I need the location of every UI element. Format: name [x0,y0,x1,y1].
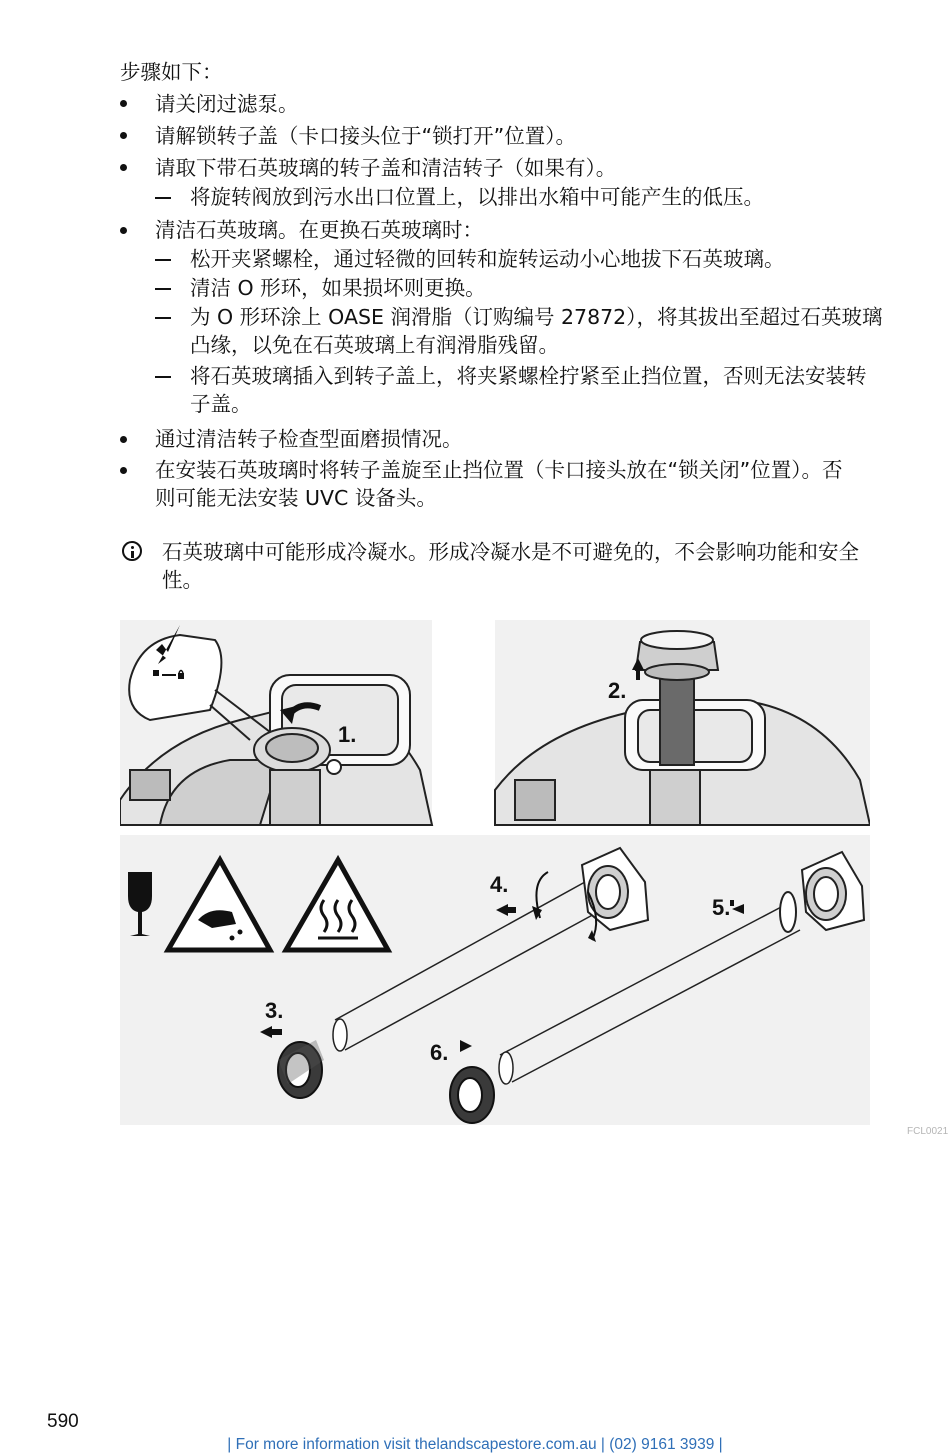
dash-icon [155,288,171,290]
sub-item: 将石英玻璃插入到转子盖上，将夹紧螺栓拧紧至止挡位置，否则无法安装转 [190,364,867,388]
o-ring [780,892,796,932]
illustration-svg [120,620,870,1125]
note-text: 石英玻璃中可能形成冷凝水。形成冷凝水是不可避免的，不会影响功能和安全 [162,540,859,564]
figure-code: FCL0021 [907,1126,949,1137]
bullet-icon [120,164,127,171]
sub-item: 松开夹紧螺栓，通过轻微的回转和旋转运动小心地拔下石英玻璃。 [190,247,785,271]
bullet-icon [120,467,127,474]
list-item: 请取下带石英玻璃的转子盖和清洁转子（如果有）。 [155,156,617,180]
list-item: 清洁石英玻璃。在更换石英玻璃时： [155,218,483,242]
dash-icon [155,259,171,261]
dash-icon [155,197,171,199]
list-item: 请解锁转子盖（卡口接头位于“锁打开”位置）。 [155,124,576,148]
clamping-nut-2 [450,1067,494,1123]
note-text-continuation: 性。 [162,568,203,592]
step-label-6: 6. [430,1040,449,1065]
info-icon [122,541,142,561]
list-item-continuation: 则可能无法安装 UVC 设备头。 [155,486,437,510]
sub-item: 清洁 O 形环，如果损坏则更换。 [190,276,486,300]
step-label-2: 2. [608,678,627,703]
page-number: 590 [47,1411,79,1432]
sub-item: 为 O 形环涂上 OASE 润滑脂（订购编号 27872），将其拔出至超过石英玻璃 [190,305,883,329]
list-item: 通过清洁转子检查型面磨损情况。 [155,427,463,451]
step-label-3: 3. [265,998,284,1023]
clamping-nut-1 [278,1040,324,1098]
step-label-4: 4. [490,872,509,897]
sub-item-continuation: 凸缘，以免在石英玻璃上有润滑脂残留。 [190,333,559,357]
intro-text: 步骤如下： [120,60,223,84]
dash-icon [155,376,171,378]
footer-link[interactable]: | For more information visit thelandscapestore.com.au | (02) 9161 3939 | [227,1436,723,1453]
list-item: 请关闭过滤泵。 [155,92,299,116]
bullet-icon [120,227,127,234]
assembly-illustration [120,620,870,1125]
dash-icon [155,317,171,319]
list-item: 在安装石英玻璃时将转子盖旋至止挡位置（卡口接头放在“锁关闭”位置）。否 [155,458,843,482]
bullet-icon [120,132,127,139]
sub-item-continuation: 子盖。 [190,392,252,416]
step-label-5: 5. [712,895,731,920]
step-label-1: 1. [338,722,357,747]
sub-item: 将旋转阀放到污水出口位置上，以排出水箱中可能产生的低压。 [190,185,764,209]
bullet-icon [120,436,127,443]
bullet-icon [120,100,127,107]
